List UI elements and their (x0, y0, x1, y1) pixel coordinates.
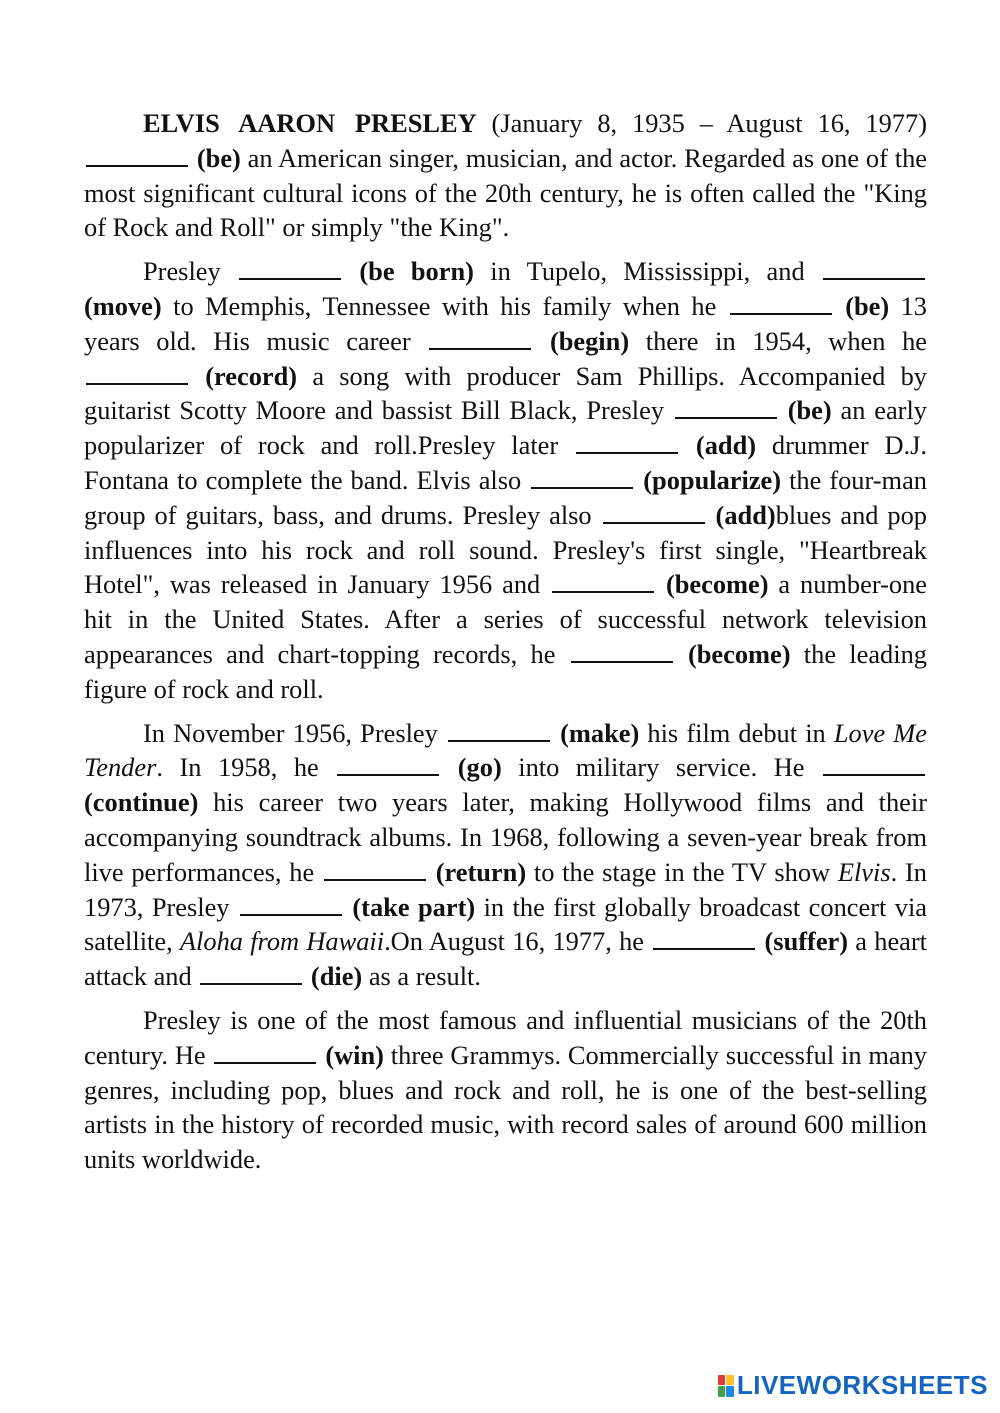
worksheet-text (84, 106, 927, 1177)
answer-blank[interactable] (571, 640, 673, 663)
verb-hint: (make) (560, 717, 640, 748)
verb-hint: (begin) (549, 325, 630, 356)
answer-blank[interactable] (337, 753, 439, 776)
verb-hint: (go) (457, 752, 502, 783)
paragraph-4: Presley is one of the most famous and influential musicians of the 20th century. He (win) three Grammys. Commercially successful in many genres, including pop, blues and rock and roll, he is one of the best-selling artists in the history of recorded music, with record sales of around 600 million units worldwide. (84, 1004, 927, 1175)
verb-hint: (popularize) (643, 464, 782, 495)
answer-blank[interactable] (200, 962, 302, 985)
answer-blank[interactable] (653, 927, 755, 950)
verb-hint: (move) (84, 290, 162, 321)
verb-hint: (return) (435, 856, 527, 887)
verb-hint: (win) (325, 1039, 384, 1070)
answer-blank[interactable] (86, 144, 188, 167)
paragraph-3: In November 1956, Presley (make) his film debut in Love Me Tender. In 1958, he (go) into military service. He (continue) his career two years later, making Hollywood films and their accompanying soundtrack albums. In 1968, following a seven-year break from live performances, he (return) to the stage in the TV show Elvis. In 1973, Presley (take part) in the first globally broadcast concert via satellite, Aloha from Hawaii.On August 16, 1977, he (suffer) a heart attack and (die) as a result. (84, 717, 928, 992)
answer-blank[interactable] (730, 292, 832, 315)
answer-blank[interactable] (239, 257, 341, 280)
film-title: Love Me Tender (84, 717, 927, 783)
verb-hint: (be born) (359, 256, 474, 287)
paragraph-2: Presley (be born) in Tupelo, Mississippi, and (move) to Memphis, Tennessee with his family when he (be) 13 years old. His music career (begin) there in 1954, when he (record) a song with producer Sam Phillips. Accompanied by guitarist Scotty Moore and bassist Bill Black, Presley (be) an early popularizer of rock and roll.Presley later (add) drummer D.J. Fontana to complete the band. Elvis also (popularize) the four-man group of guitars, bass, and drums. Presley also (add)blues and pop influences into his rock and roll sound. Presley's first single, "Heartbreak Hotel", was released in January 1956 and (become) a number-one hit in the United States. After a series of successful network television appearances and chart-topping records, he (become) the leading figure of rock and roll. (84, 256, 928, 704)
answer-blank[interactable] (823, 753, 925, 776)
concert-title: Aloha from Hawaii (179, 926, 385, 957)
answer-blank[interactable] (86, 362, 188, 385)
verb-hint: (add) (695, 430, 757, 461)
answer-blank[interactable] (429, 327, 531, 350)
answer-blank[interactable] (214, 1041, 316, 1064)
verb-hint: (add) (715, 499, 776, 530)
logo-text: LIVEWORKSHEETS (736, 1370, 988, 1400)
answer-blank[interactable] (448, 719, 550, 742)
verb-hint: (continue) (84, 787, 199, 818)
verb-hint: (be) (845, 290, 890, 321)
verb-hint: (be) (787, 395, 832, 426)
verb-hint: (become) (687, 638, 791, 669)
verb-hint: (record) (205, 360, 298, 391)
answer-blank[interactable] (603, 501, 705, 524)
verb-hint: (suffer) (764, 926, 849, 957)
verb-hint: (become) (665, 569, 769, 600)
subject-name: ELVIS AARON PRESLEY (143, 108, 477, 138)
answer-blank[interactable] (576, 431, 678, 454)
answer-blank[interactable] (552, 570, 654, 593)
answer-blank[interactable] (531, 466, 633, 489)
verb-hint: (die) (310, 961, 363, 992)
liveworksheets-logo[interactable] (718, 1370, 988, 1401)
verb-hint: (take part) (352, 891, 476, 922)
show-title: Elvis (837, 856, 891, 887)
verb-hint: (be) (196, 142, 241, 173)
answer-blank[interactable] (324, 858, 426, 881)
answer-blank[interactable] (823, 257, 925, 280)
answer-blank[interactable] (675, 396, 777, 419)
paragraph-1: ELVIS AARON PRESLEY (January 8, 1935 – August 16, 1977) (be) an American singer, musician, and actor. Regarded as one of the most significant cultural icons of the 20th century, he is often called the "King of Rock and Roll" or simply "the King". (84, 108, 927, 243)
liveworksheets-logo-icon (718, 1375, 734, 1397)
answer-blank[interactable] (240, 893, 342, 916)
